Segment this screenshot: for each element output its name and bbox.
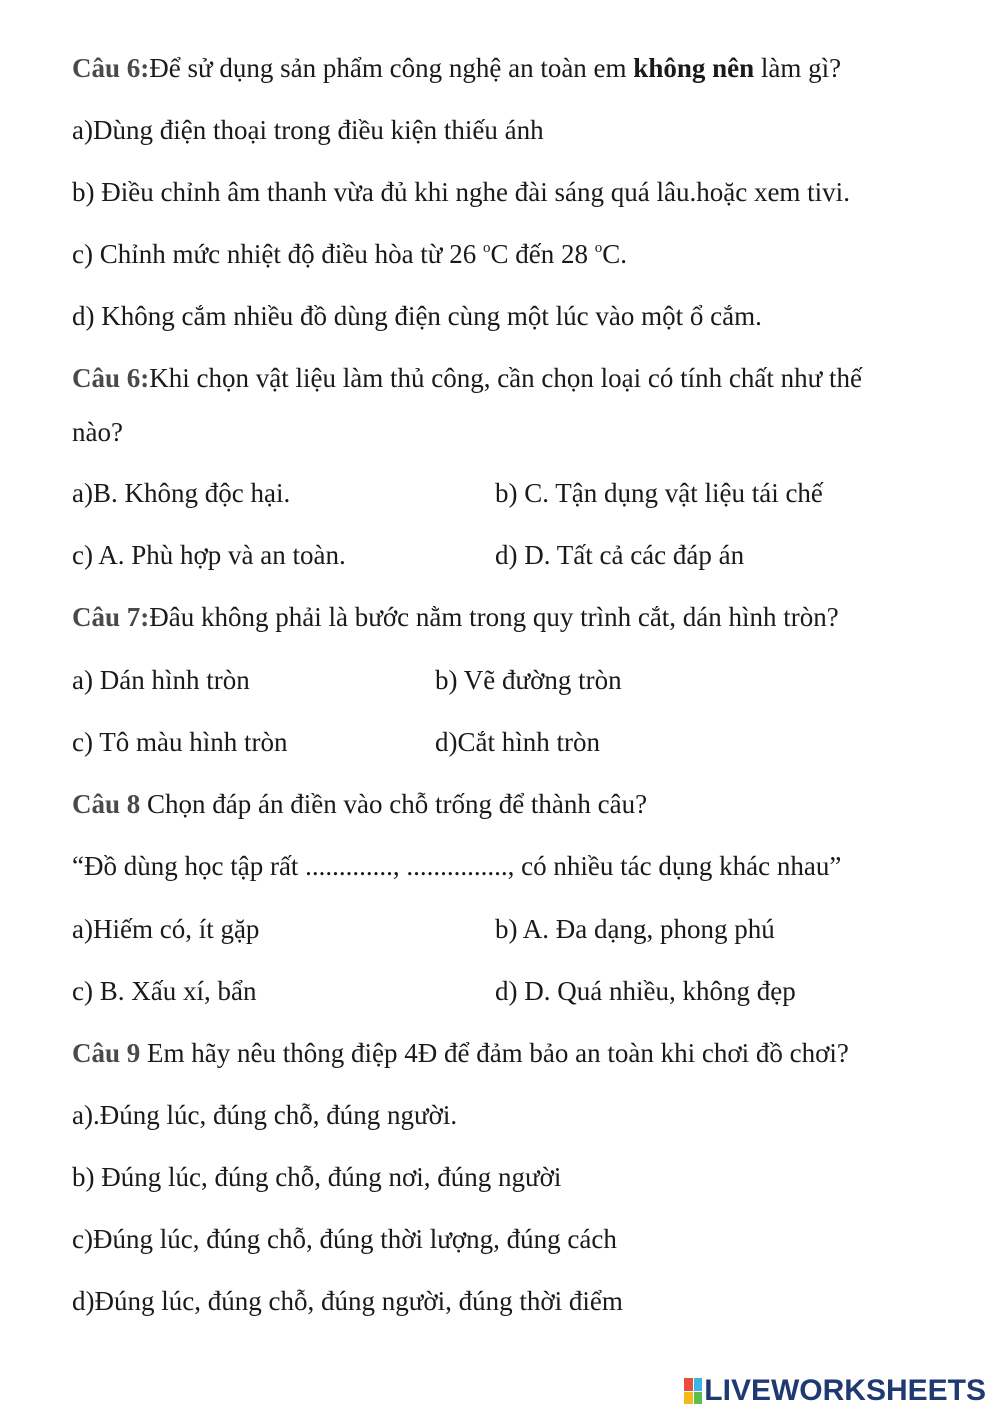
option-a[interactable]: a).Đúng lúc, đúng chỗ, đúng người. <box>72 1100 458 1130</box>
logo-text: LIVEWORKSHEETS <box>704 1374 986 1407</box>
question-9-prompt: Câu 9 Em hãy nêu thông điệp 4Đ để đảm bảo an toàn khi chơi đồ chơi? <box>72 1038 849 1068</box>
logo-mark-icon <box>684 1378 702 1404</box>
question-label: Câu 6: <box>72 53 150 83</box>
option-d[interactable]: d) D. Quá nhiều, không đẹp <box>495 976 796 1006</box>
option-a[interactable]: a)B. Không độc hại. <box>72 478 291 508</box>
question-8-prompt: Câu 8 Chọn đáp án điền vào chỗ trống để thành câu? <box>72 789 648 819</box>
option-c[interactable]: c) B. Xấu xí, bẩn <box>72 976 257 1006</box>
option-d[interactable]: d)Đúng lúc, đúng chỗ, đúng người, đúng thời điểm <box>72 1286 623 1316</box>
option-c[interactable]: c) Tô màu hình tròn <box>72 727 288 757</box>
option-c[interactable]: c)Đúng lúc, đúng chỗ, đúng thời lượng, đúng cách <box>72 1224 617 1254</box>
question-8-quote: “Đồ dùng học tập rất ............., ..............., có nhiều tác dụng khác nhau” <box>72 851 842 881</box>
question-label: Câu 9 <box>72 1038 141 1068</box>
option-b[interactable]: b) A. Đa dạng, phong phú <box>495 914 775 944</box>
option-d[interactable]: d)Cắt hình tròn <box>435 727 600 757</box>
option-d[interactable]: d) Không cắm nhiều đồ dùng điện cùng một lúc vào một ổ cắm. <box>72 301 762 331</box>
question-label: Câu 8 <box>72 789 141 819</box>
question-6b-prompt: Câu 6:Khi chọn vật liệu làm thủ công, cần chọn loại có tính chất như thế <box>72 363 862 393</box>
option-b[interactable]: b) C. Tận dụng vật liệu tái chế <box>495 478 823 508</box>
question-label: Câu 6: <box>72 363 150 393</box>
option-d[interactable]: d) D. Tất cả các đáp án <box>495 540 745 570</box>
question-label: Câu 7: <box>72 602 150 632</box>
option-c[interactable]: c) Chỉnh mức nhiệt độ điều hòa từ 26 $^o$C đến 28 $^o$C. <box>72 239 627 269</box>
option-a[interactable]: a)Hiếm có, ít gặp <box>72 914 260 944</box>
option-b[interactable]: b) Đúng lúc, đúng chỗ, đúng nơi, đúng người <box>72 1162 562 1192</box>
question-6a-prompt: Câu 6:Để sử dụng sản phẩm công nghệ an toàn em không nên làm gì? <box>72 53 842 83</box>
option-c[interactable]: c) A. Phù hợp và an toàn. <box>72 540 346 570</box>
question-7-prompt: Câu 7:Đâu không phải là bước nằm trong quy trình cắt, dán hình tròn? <box>72 602 839 632</box>
option-a[interactable]: a)Dùng điện thoại trong điều kiện thiếu ánh <box>72 115 544 145</box>
option-b[interactable]: b) Vẽ đường tròn <box>435 665 622 695</box>
liveworksheets-logo <box>684 1374 986 1408</box>
option-b[interactable]: b) Điều chỉnh âm thanh vừa đủ khi nghe đài sáng quá lâu.hoặc xem tivi. <box>72 177 850 207</box>
question-6b-prompt-cont: nào? <box>72 417 123 447</box>
option-a[interactable]: a) Dán hình tròn <box>72 665 250 695</box>
